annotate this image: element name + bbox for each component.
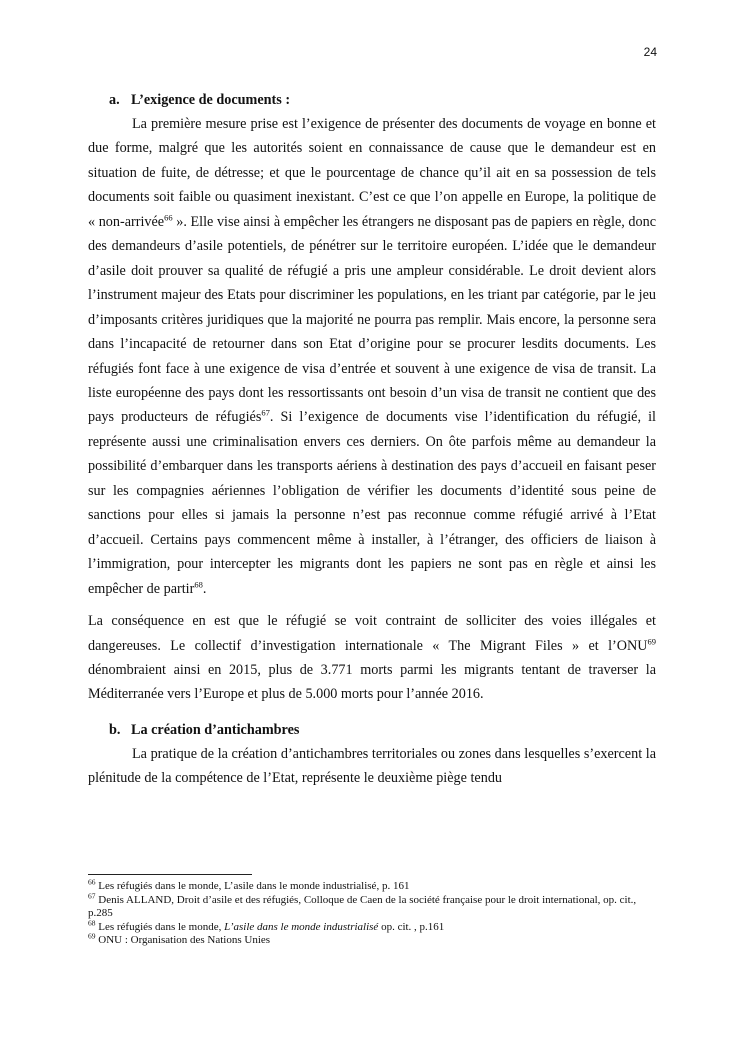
footnote-italic-title: L’asile dans le monde industrialisé bbox=[224, 920, 379, 933]
footnote-text: op. cit. , p.161 bbox=[378, 920, 445, 933]
footnote-separator bbox=[88, 874, 252, 875]
footnote-ref-67[interactable]: 67 bbox=[261, 407, 270, 418]
page-number: 24 bbox=[643, 45, 657, 59]
footnote-text: Les réfugiés dans le monde, L’asile dans le monde industrialisé, p. 161 bbox=[95, 880, 410, 892]
section-title-b: La création d’antichambres bbox=[131, 721, 300, 738]
text-run: . bbox=[202, 580, 207, 597]
text-run: La première mesure prise est l’exigence de présenter des documents de voyage en bonne et due forme, malgré que les autorités soient en connaissance de cause que le demandeur est en situation de fuite, de détresse; et que le pourcentage de chance qu’il ait en sa possession de tels documents soit faible ou quasiment inexistant. C’est ce que l’on appelle en Europe, la politique de « non-arrivée bbox=[88, 116, 656, 230]
document-body bbox=[88, 88, 656, 791]
section-heading-b bbox=[88, 718, 656, 742]
footnote-number: 69 bbox=[88, 931, 96, 941]
footnote-text: ONU : Organisation des Nations Unies bbox=[95, 934, 271, 947]
text-run: . Si l’exigence de documents vise l’identification du réfugié, il représente aussi une criminalisation envers ces derniers. On ôte parfois même au demandeur la possibilité d’embarquer dans les transports aériens à destination des pays d’accueil en faisant peser sur les compagnies aériennes l’obligation de vérifier les documents d’identité sous peine de sanctions pour elles si jamais la personne n’est pas reconnue comme réfugié arrivé à l’Etat d’accueil. Certains pays commencent même à installer, à l’étranger, des officiers de liaison à l’immigration, pour intercepter les migrants dont les papiers ne sont pas en règle et ainsi les empêcher de partir bbox=[88, 409, 656, 597]
paragraph-b1: La pratique de la création d’antichambres territoriales ou zones dans lesquelles s’exercent la plénitude de la compétence de l’Etat, représente le deuxième piège tendu bbox=[88, 745, 656, 787]
footnote-text: Les réfugiés dans le monde, bbox=[95, 920, 225, 933]
footnote-number: 68 bbox=[88, 918, 96, 928]
section-label-b: b. bbox=[109, 721, 121, 738]
section-title-a: L’exigence de documents : bbox=[131, 92, 291, 108]
footnote-67 bbox=[88, 890, 656, 921]
section-heading-a bbox=[88, 88, 656, 112]
paragraph-a1 bbox=[88, 112, 656, 601]
footnote-66 bbox=[88, 877, 656, 894]
footnotes bbox=[88, 877, 656, 948]
footnote-ref-66[interactable]: 66 bbox=[164, 212, 173, 223]
text-run: La conséquence en est que le réfugié se voit contraint de solliciter des voies illégales et dangereuses. Le collectif d’investigation internationale « The Migrant Files » et l’ONU bbox=[88, 613, 656, 654]
section-label-a: a. bbox=[109, 92, 120, 108]
text-run: dénombraient ainsi en 2015, plus de 3.771 morts parmi les migrants tentant de traverser la Méditerranée vers l’Europe et plus de 5.000 morts pour l’année 2016. bbox=[88, 661, 656, 703]
footnote-68 bbox=[88, 918, 656, 935]
footnote-ref-68[interactable]: 68 bbox=[194, 578, 203, 589]
paragraph-a2 bbox=[88, 609, 656, 707]
footnote-number: 67 bbox=[88, 890, 96, 900]
footnote-text: Denis ALLAND, Droit d’asile et des réfugiés, Colloque de Caen de la société française pour le droit international, op. cit., p.285 bbox=[88, 893, 637, 920]
footnote-number: 66 bbox=[88, 877, 96, 887]
footnote-ref-69[interactable]: 69 bbox=[647, 635, 656, 646]
text-run: ». Elle vise ainsi à empêcher les étrangers ne disposant pas de papiers en règle, donc des demandeurs d’asile potentiels, de pénétrer sur le territoire européen. L’idée que le demandeur d’asile doit prouver sa qualité de réfugié a pris une ampleur considérable. Le droit devient alors l’instrument majeur des Etats pour discriminer les populations, en les triant par catégorie, par le jeu d’imposants critères juridiques que la majorité ne pourra pas remplir. Mais encore, la personne sera dans l’incapacité de retourner dans son Etat d’origine pour se procurer lesdits documents. Les réfugiés font face à une exigence de visa d’entrée et souvent à une exigence de visa de transit. La liste européenne des pays dont les ressortissants ont besoin d’un visa de transit ne contient que des pays producteurs de réfugiés bbox=[88, 213, 657, 426]
footnote-69 bbox=[88, 931, 656, 948]
